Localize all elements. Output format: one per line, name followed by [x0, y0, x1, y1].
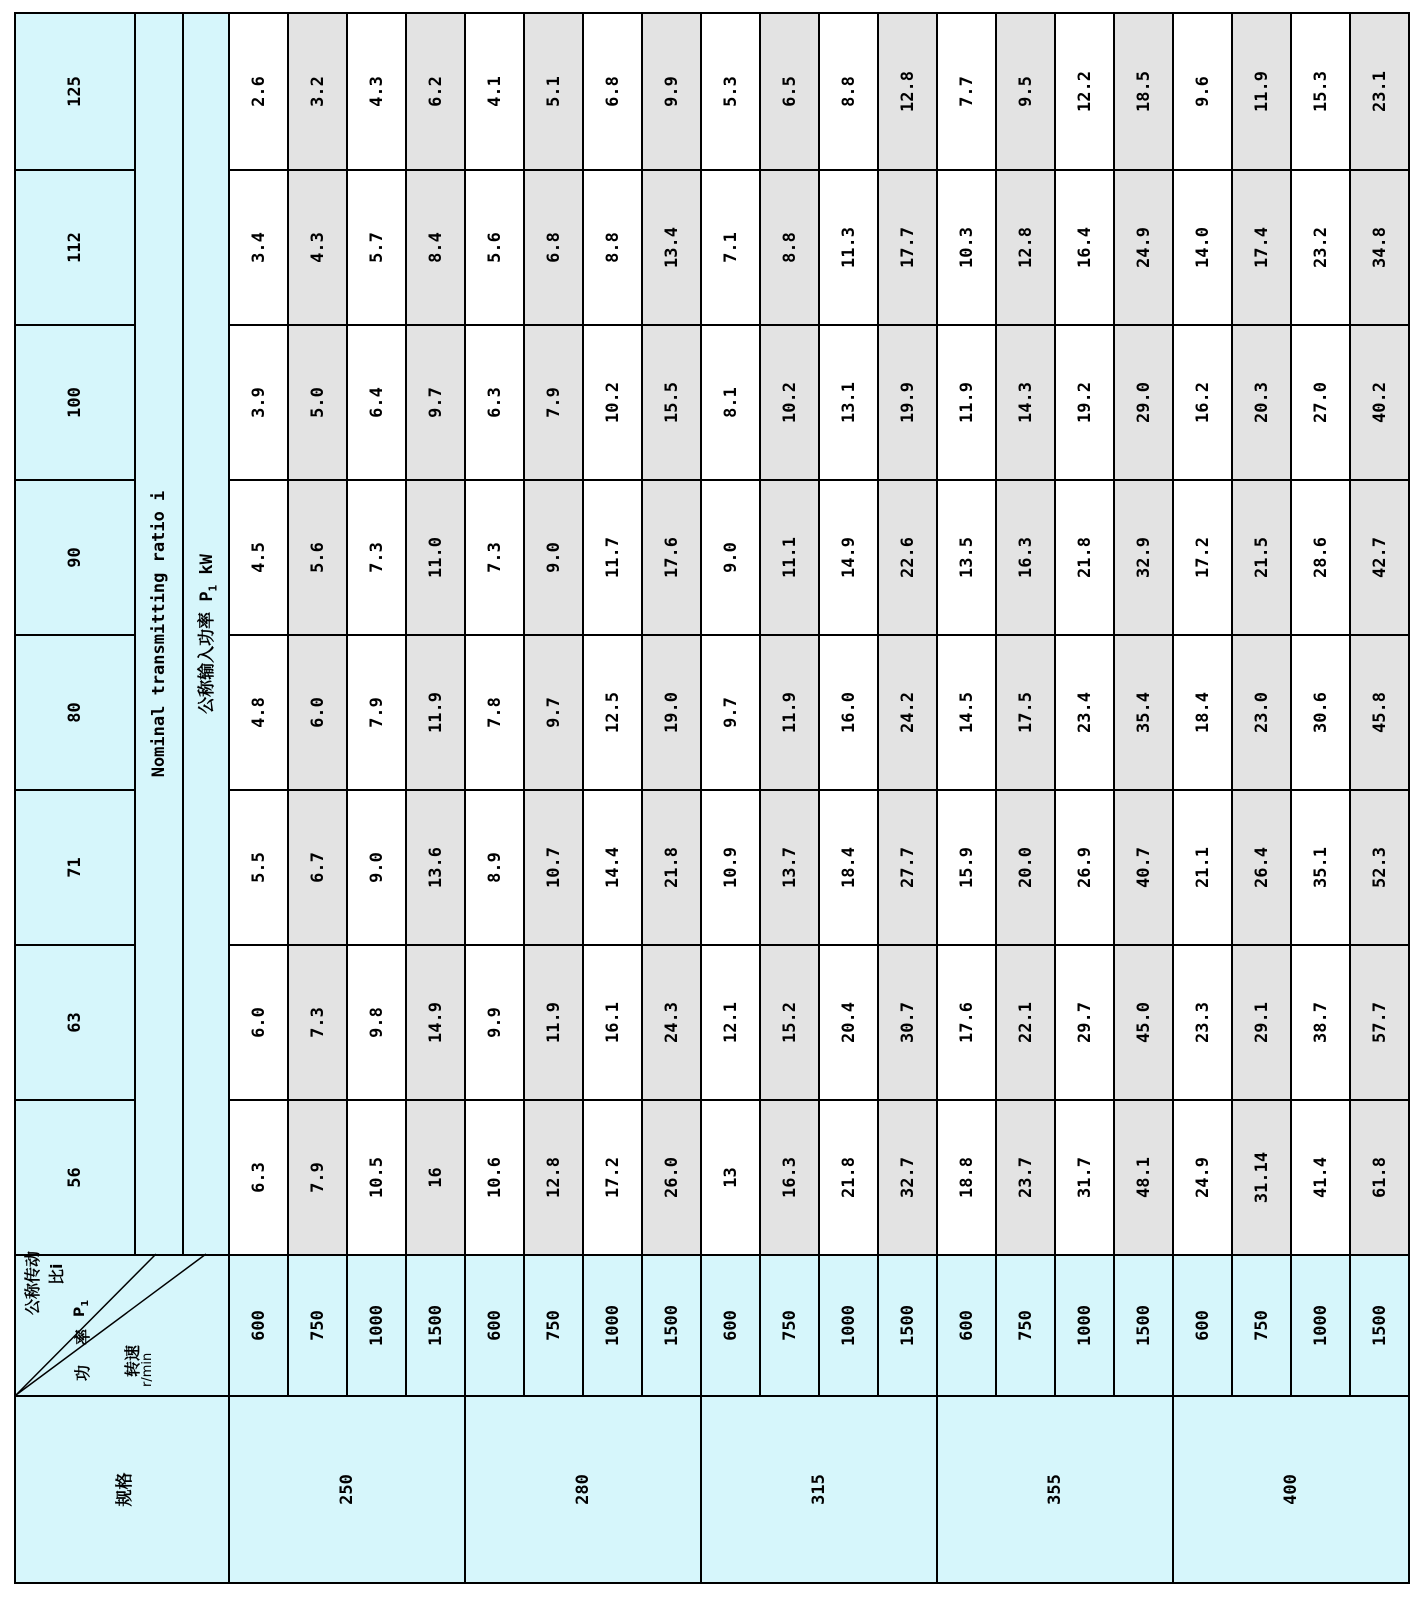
power-value-cell: 40.2 — [1350, 325, 1409, 480]
table-row — [701, 13, 760, 1583]
power-symbol — [72, 1300, 91, 1317]
power-value-cell: 7.3 — [465, 480, 524, 635]
speed-cell: 1500 — [1114, 1255, 1173, 1396]
power-value-cell: 19.2 — [1055, 325, 1114, 480]
power-value-cell: 4.8 — [229, 635, 288, 790]
power-value-cell: 23.2 — [1291, 170, 1350, 325]
power-value-cell: 3.9 — [229, 325, 288, 480]
power-value-cell: 23.1 — [1350, 13, 1409, 170]
power-value-cell: 16.3 — [996, 480, 1055, 635]
power-value-cell: 10.2 — [760, 325, 819, 480]
power-value-cell: 21.8 — [1055, 480, 1114, 635]
power-value-cell: 11.3 — [819, 170, 878, 325]
speed-cell: 750 — [760, 1255, 819, 1396]
power-value-cell: 41.4 — [1291, 1100, 1350, 1255]
power-value-cell: 6.3 — [229, 1100, 288, 1255]
power-value-cell: 8.1 — [701, 325, 760, 480]
power-value-cell: 13.1 — [819, 325, 878, 480]
power-value-cell: 31.7 — [1055, 1100, 1114, 1255]
power-value-cell: 9.7 — [524, 635, 583, 790]
table-row — [1055, 13, 1114, 1583]
power-value-cell: 10.6 — [465, 1100, 524, 1255]
ratio-112: 112 — [15, 170, 135, 325]
power-value-cell: 11.1 — [760, 480, 819, 635]
power-value-cell: 11.9 — [1232, 13, 1291, 170]
speed-cell: 750 — [1232, 1255, 1291, 1396]
power-value-cell: 29.7 — [1055, 945, 1114, 1100]
power-value-cell: 19.9 — [878, 325, 937, 480]
power-value-cell: 45.0 — [1114, 945, 1173, 1100]
power-value-cell: 7.3 — [347, 480, 406, 635]
power-value-cell: 14.4 — [583, 790, 642, 945]
power-value-cell: 9.9 — [465, 945, 524, 1100]
power-value-cell: 12.8 — [524, 1100, 583, 1255]
power-value-cell: 18.5 — [1114, 13, 1173, 170]
power-cn-sub: 1 — [206, 584, 220, 592]
speed-cell: 1000 — [1291, 1255, 1350, 1396]
power-value-cell: 11.9 — [937, 325, 996, 480]
speed-cell: 1500 — [406, 1255, 465, 1396]
power-value-cell: 13.7 — [760, 790, 819, 945]
speed-cell: 1500 — [1350, 1255, 1409, 1396]
power-value-cell: 18.4 — [1173, 635, 1232, 790]
power-value-cell: 7.8 — [465, 635, 524, 790]
power-value-cell: 22.6 — [878, 480, 937, 635]
power-value-cell: 19.0 — [642, 635, 701, 790]
table-body — [15, 13, 1409, 1583]
power-value-cell: 52.3 — [1350, 790, 1409, 945]
power-value-cell: 13.4 — [642, 170, 701, 325]
power-value-cell: 7.9 — [288, 1100, 347, 1255]
power-value-cell: 17.2 — [1173, 480, 1232, 635]
power-value-cell: 20.3 — [1232, 325, 1291, 480]
speed-cell: 750 — [524, 1255, 583, 1396]
ratio-71: 71 — [15, 790, 135, 945]
power-value-cell: 5.6 — [465, 170, 524, 325]
power-value-cell: 5.3 — [701, 13, 760, 170]
power-cn-label — [183, 13, 229, 1255]
power-value-cell: 17.4 — [1232, 170, 1291, 325]
speed-cell: 750 — [288, 1255, 347, 1396]
power-value-cell: 9.8 — [347, 945, 406, 1100]
power-value-cell: 8.8 — [583, 170, 642, 325]
speed-cell: 1000 — [583, 1255, 642, 1396]
power-value-cell: 16.3 — [760, 1100, 819, 1255]
power-value-cell: 10.2 — [583, 325, 642, 480]
speed-cell: 1000 — [819, 1255, 878, 1396]
table-row — [583, 13, 642, 1583]
speed-cell: 600 — [229, 1255, 288, 1396]
power-value-cell: 11.7 — [583, 480, 642, 635]
power-value-cell: 5.6 — [288, 480, 347, 635]
power-symbol-letter: P — [72, 1306, 88, 1317]
power-value-cell: 6.0 — [229, 945, 288, 1100]
power-value-cell: 4.3 — [347, 13, 406, 170]
power-value-cell: 8.4 — [406, 170, 465, 325]
power-value-cell: 34.8 — [1350, 170, 1409, 325]
power-value-cell: 3.4 — [229, 170, 288, 325]
power-value-cell: 8.8 — [819, 13, 878, 170]
power-value-cell: 57.7 — [1350, 945, 1409, 1100]
power-value-cell: 29.1 — [1232, 945, 1291, 1100]
power-value-cell: 13.6 — [406, 790, 465, 945]
table-row — [642, 13, 701, 1583]
power-value-cell: 14.0 — [1173, 170, 1232, 325]
power-value-cell: 23.0 — [1232, 635, 1291, 790]
power-value-cell: 2.6 — [229, 13, 288, 170]
power-value-cell: 23.3 — [1173, 945, 1232, 1100]
power-value-cell: 17.6 — [937, 945, 996, 1100]
power-value-cell: 12.2 — [1055, 13, 1114, 170]
power-value-cell: 15.2 — [760, 945, 819, 1100]
power-value-cell: 15.9 — [937, 790, 996, 945]
power-value-cell: 9.9 — [642, 13, 701, 170]
table-row — [229, 13, 288, 1583]
power-value-cell: 14.9 — [819, 480, 878, 635]
power-value-cell: 17.5 — [996, 635, 1055, 790]
table-row — [996, 13, 1055, 1583]
table-row — [1114, 13, 1173, 1583]
table-row — [937, 13, 996, 1583]
power-value-cell: 27.0 — [1291, 325, 1350, 480]
ratio-125: 125 — [15, 13, 135, 170]
spec-cell: 280 — [465, 1396, 701, 1583]
power-value-cell: 32.7 — [878, 1100, 937, 1255]
table-row — [465, 13, 524, 1583]
ratio-label-1: 公称传动 — [23, 1250, 42, 1315]
power-value-cell: 9.0 — [347, 790, 406, 945]
power-value-cell: 24.9 — [1173, 1100, 1232, 1255]
power-value-cell: 24.2 — [878, 635, 937, 790]
power-value-cell: 6.0 — [288, 635, 347, 790]
power-value-cell: 18.4 — [819, 790, 878, 945]
power-value-cell: 17.2 — [583, 1100, 642, 1255]
power-value-cell: 16.2 — [1173, 325, 1232, 480]
power-value-cell: 7.9 — [524, 325, 583, 480]
power-value-cell: 30.7 — [878, 945, 937, 1100]
power-value-cell: 3.2 — [288, 13, 347, 170]
ratio-en-label: Nominal transmitting ratio i — [135, 13, 183, 1255]
power-cn-unit: kW — [197, 554, 218, 585]
speed-cell: 600 — [937, 1255, 996, 1396]
power-value-cell: 16.0 — [819, 635, 878, 790]
ratio-90: 90 — [15, 480, 135, 635]
power-value-cell: 6.3 — [465, 325, 524, 480]
power-value-cell: 9.7 — [701, 635, 760, 790]
power-value-cell: 9.0 — [701, 480, 760, 635]
table-row — [760, 13, 819, 1583]
speed-unit: r/min — [140, 1352, 155, 1387]
power-value-cell: 11.9 — [406, 635, 465, 790]
power-value-cell: 7.3 — [288, 945, 347, 1100]
power-value-cell: 4.5 — [229, 480, 288, 635]
table-row — [819, 13, 878, 1583]
speed-cell: 1500 — [642, 1255, 701, 1396]
power-value-cell: 21.8 — [819, 1100, 878, 1255]
power-value-cell: 6.2 — [406, 13, 465, 170]
power-value-cell: 9.0 — [524, 480, 583, 635]
power-value-cell: 30.6 — [1291, 635, 1350, 790]
power-value-cell: 5.1 — [524, 13, 583, 170]
power-value-cell: 10.9 — [701, 790, 760, 945]
power-value-cell: 28.6 — [1291, 480, 1350, 635]
table-row — [347, 13, 406, 1583]
power-value-cell: 6.8 — [524, 170, 583, 325]
table-row — [288, 13, 347, 1583]
power-value-cell: 16.1 — [583, 945, 642, 1100]
spec-cell: 355 — [937, 1396, 1173, 1583]
power-value-cell: 7.9 — [347, 635, 406, 790]
power-value-cell: 4.1 — [465, 13, 524, 170]
power-value-cell: 12.1 — [701, 945, 760, 1100]
power-value-cell: 32.9 — [1114, 480, 1173, 635]
table-row — [1291, 13, 1350, 1583]
power-value-cell: 31.14 — [1232, 1100, 1291, 1255]
power-value-cell: 48.1 — [1114, 1100, 1173, 1255]
speed-cell: 600 — [1173, 1255, 1232, 1396]
power-value-cell: 11.0 — [406, 480, 465, 635]
power-value-cell: 38.7 — [1291, 945, 1350, 1100]
power-value-cell: 6.8 — [583, 13, 642, 170]
power-value-cell: 11.9 — [760, 635, 819, 790]
power-value-cell: 42.7 — [1350, 480, 1409, 635]
power-value-cell: 6.7 — [288, 790, 347, 945]
power-value-cell: 14.9 — [406, 945, 465, 1100]
speed-label: 转速 — [123, 1344, 142, 1377]
power-value-cell: 24.3 — [642, 945, 701, 1100]
power-value-cell: 13.5 — [937, 480, 996, 635]
power-value-cell: 40.7 — [1114, 790, 1173, 945]
power-value-cell: 29.0 — [1114, 325, 1173, 480]
ratio-80: 80 — [15, 635, 135, 790]
table-row — [1173, 13, 1232, 1583]
power-value-cell: 20.0 — [996, 790, 1055, 945]
power-value-cell: 10.7 — [524, 790, 583, 945]
power-value-cell: 20.4 — [819, 945, 878, 1100]
power-value-cell: 5.5 — [229, 790, 288, 945]
spec-cell: 315 — [701, 1396, 937, 1583]
power-table — [14, 12, 1410, 1584]
spec-header-cell: 规格 — [15, 1396, 229, 1583]
ratio-63: 63 — [15, 945, 135, 1100]
power-value-cell: 26.0 — [642, 1100, 701, 1255]
power-value-cell: 9.5 — [996, 13, 1055, 170]
power-value-cell: 61.8 — [1350, 1100, 1409, 1255]
power-value-cell: 21.5 — [1232, 480, 1291, 635]
power-value-cell: 5.7 — [347, 170, 406, 325]
speed-cell: 750 — [996, 1255, 1055, 1396]
power-value-cell: 26.4 — [1232, 790, 1291, 945]
power-value-cell: 7.7 — [937, 13, 996, 170]
power-value-cell: 35.1 — [1291, 790, 1350, 945]
speed-cell: 600 — [465, 1255, 524, 1396]
power-value-cell: 15.3 — [1291, 13, 1350, 170]
speed-cell: 1000 — [1055, 1255, 1114, 1396]
power-symbol-sub: 1 — [79, 1299, 91, 1307]
power-value-cell: 18.8 — [937, 1100, 996, 1255]
power-value-cell: 14.3 — [996, 325, 1055, 480]
power-cn-text: 公称输入功率 P — [197, 591, 218, 714]
power-value-cell: 6.5 — [760, 13, 819, 170]
power-value-cell: 15.5 — [642, 325, 701, 480]
table-row — [406, 13, 465, 1583]
power-value-cell: 35.4 — [1114, 635, 1173, 790]
power-value-cell: 12.8 — [878, 13, 937, 170]
diagonal-header-cell — [15, 1250, 229, 1396]
power-value-cell: 17.6 — [642, 480, 701, 635]
power-value-cell: 16 — [406, 1100, 465, 1255]
power-value-cell: 27.7 — [878, 790, 937, 945]
table-row — [1350, 13, 1409, 1583]
power-value-cell: 24.9 — [1114, 170, 1173, 325]
ratio-56: 56 — [15, 1100, 135, 1255]
speed-cell: 1000 — [347, 1255, 406, 1396]
ratio-label-2: 比i — [47, 1263, 66, 1285]
power-value-cell: 23.7 — [996, 1100, 1055, 1255]
power-value-cell: 14.5 — [937, 635, 996, 790]
power-value-cell: 22.1 — [996, 945, 1055, 1100]
power-value-cell: 4.3 — [288, 170, 347, 325]
power-value-cell: 16.4 — [1055, 170, 1114, 325]
power-label-1: 功 — [73, 1364, 92, 1381]
table-row — [878, 13, 937, 1583]
ratio-100: 100 — [15, 325, 135, 480]
speed-cell: 1500 — [878, 1255, 937, 1396]
power-value-cell: 21.8 — [642, 790, 701, 945]
power-value-cell: 9.7 — [406, 325, 465, 480]
table-row — [524, 13, 583, 1583]
ratio-header-row — [15, 13, 135, 1583]
power-value-cell: 23.4 — [1055, 635, 1114, 790]
power-value-cell: 10.5 — [347, 1100, 406, 1255]
power-value-cell: 7.1 — [701, 170, 760, 325]
power-value-cell: 12.5 — [583, 635, 642, 790]
power-value-cell: 8.9 — [465, 790, 524, 945]
power-value-cell: 45.8 — [1350, 635, 1409, 790]
power-value-cell: 12.8 — [996, 170, 1055, 325]
power-value-cell: 10.3 — [937, 170, 996, 325]
spec-cell: 250 — [229, 1396, 465, 1583]
table-row — [1232, 13, 1291, 1583]
power-value-cell: 17.7 — [878, 170, 937, 325]
power-value-cell: 11.9 — [524, 945, 583, 1100]
spec-cell: 400 — [1173, 1396, 1409, 1583]
speed-cell: 600 — [701, 1255, 760, 1396]
power-value-cell: 21.1 — [1173, 790, 1232, 945]
power-value-cell: 6.4 — [347, 325, 406, 480]
power-value-cell: 13 — [701, 1100, 760, 1255]
power-label-2: 率 — [73, 1328, 92, 1345]
power-value-cell: 5.0 — [288, 325, 347, 480]
power-value-cell: 9.6 — [1173, 13, 1232, 170]
power-value-cell: 8.8 — [760, 170, 819, 325]
power-value-cell: 26.9 — [1055, 790, 1114, 945]
